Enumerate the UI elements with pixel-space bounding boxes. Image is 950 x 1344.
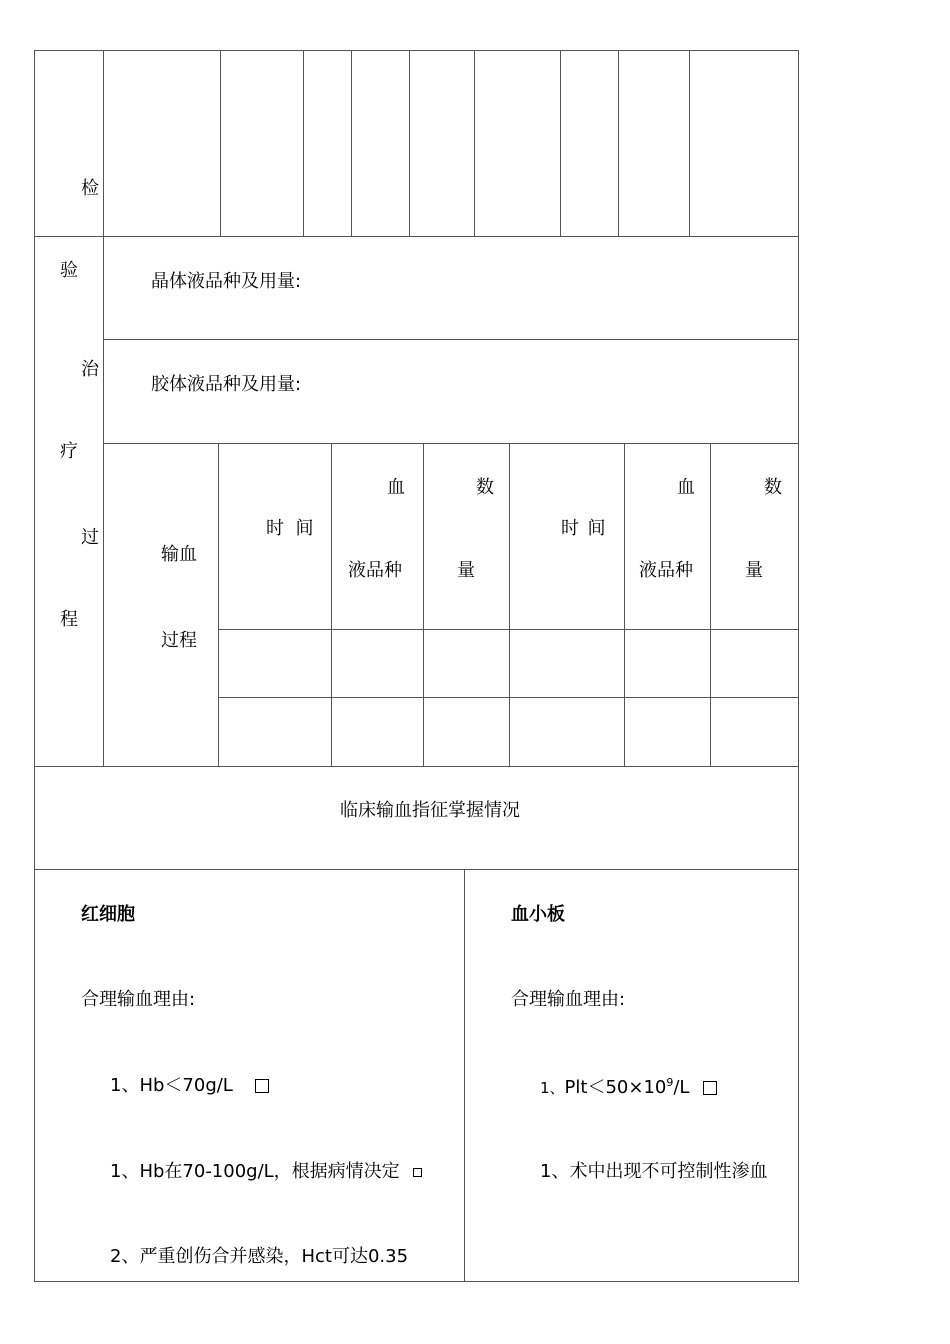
header-blood-top: 血 [387,477,405,498]
transfusion-row-divider [218,629,799,630]
row1-divider [351,50,352,236]
header-qty-top: 数 [476,477,494,498]
row-divider [34,766,799,767]
row1-divider [474,50,475,236]
header-qty-top: 数 [764,477,782,498]
platelets-item-suffix: /L [673,1077,690,1098]
table-border-left [34,50,35,1282]
platelets-reason-label: 合理输血理由: [511,989,626,1010]
row1-divider [618,50,619,236]
red-cells-item [110,1163,422,1181]
checkbox[interactable] [255,1079,269,1093]
left-char-jian: 检 [81,178,99,199]
bottom-split-divider [464,869,465,1282]
table-border-right [798,50,799,1282]
red-cells-reason-label: 合理输血理由: [81,989,196,1010]
row1-divider [409,50,410,236]
left-char-zhi: 治 [81,359,99,380]
left-char-cheng: 程 [60,609,78,630]
platelets-title: 血小板 [511,904,565,925]
row-divider [34,236,799,237]
checkbox[interactable] [413,1168,422,1177]
platelets-item [540,1077,717,1097]
header-time: 时 间 [561,518,605,539]
header-qty-bottom: 量 [457,560,475,581]
row-divider [103,443,799,444]
row1-divider [303,50,304,236]
row1-divider [220,50,221,236]
checkbox[interactable] [703,1081,717,1095]
transfusion-divider [331,443,332,766]
indication-title: 临床输血指征掌握情况 [340,800,520,821]
transfusion-divider [509,443,510,766]
platelets-item-prefix: 1、 [540,1079,565,1097]
table-border-top [34,50,799,51]
platelets-item: 1、术中出现不可控制性渗血 [540,1161,768,1182]
row-divider [34,869,799,870]
transfusion-label-line2: 过程 [161,630,197,651]
left-char-yan: 验 [60,260,78,281]
platelets-item-sup: 9 [666,1076,674,1089]
header-blood-bottom: 液品种 [639,560,693,581]
header-qty-bottom: 量 [745,560,763,581]
red-cells-item: 2、严重创伤合并感染，Hct可达0.35 [110,1246,409,1267]
header-blood-top: 血 [677,477,695,498]
row-divider [103,339,799,340]
left-char-liao: 疗 [60,441,78,462]
red-cells-item-text: 1、Hb＜70g/L [110,1075,233,1096]
header-time: 时 间 [266,518,314,539]
red-cells-title: 红细胞 [81,904,135,925]
left-column-divider [103,50,104,766]
transfusion-divider [423,443,424,766]
crystalloid-label: 晶体液品种及用量: [151,271,302,292]
transfusion-divider [218,443,219,766]
colloid-label: 胶体液品种及用量: [151,374,302,395]
row1-divider [560,50,561,236]
left-char-guo: 过 [81,527,99,548]
row1-divider [689,50,690,236]
transfusion-divider [624,443,625,766]
transfusion-row-divider [218,697,799,698]
red-cells-item [110,1077,269,1095]
red-cells-item-text: 1、Hb在70-100g/L，根据病情决定 [110,1161,400,1182]
table-border-bottom [34,1281,799,1282]
platelets-item-main: Plt＜50×10 [564,1077,667,1098]
transfusion-divider [710,443,711,766]
header-blood-bottom: 液品种 [348,560,402,581]
transfusion-label-line1: 输血 [161,544,197,565]
